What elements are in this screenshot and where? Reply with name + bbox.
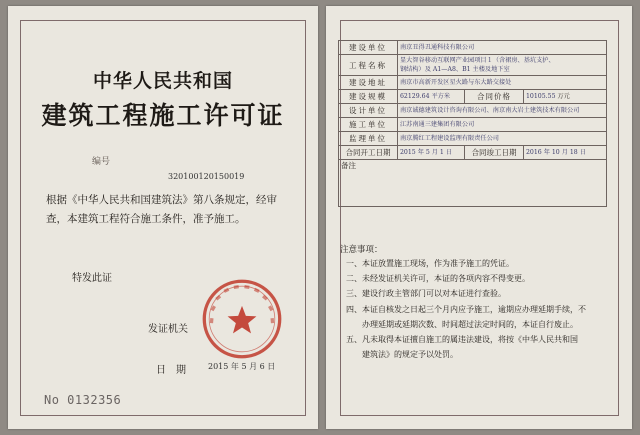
note-item: 四、本证自核发之日起三个月内应予施工，逾期应办理延期手续，不 <box>346 304 586 314</box>
issue-date-value: 2015 年 5 月 6 日 <box>208 362 276 371</box>
note-item: 二、未经发证机关许可，本证的各项内容不得变更。 <box>346 274 530 284</box>
issue-date-label: 日 期 <box>156 365 186 376</box>
start-date-label: 合同开工日期 <box>339 146 398 160</box>
notes-title: 注意事项： <box>340 245 383 255</box>
supervisor-label: 监理单位 <box>339 132 398 146</box>
scale-label: 建设规模 <box>339 90 398 104</box>
contract-price-unit: 万元 <box>557 93 570 100</box>
project-info-table <box>338 40 607 207</box>
remarks-cell <box>339 160 607 207</box>
builder-label: 建设单位 <box>339 41 398 55</box>
site-label: 建设地址 <box>339 76 398 90</box>
remarks-label: 备注 <box>341 161 356 170</box>
serial-number: No 0132356 <box>44 393 122 407</box>
table-row <box>339 41 607 55</box>
site-value: 南京市高新开发区星火路与东大路交接处 <box>398 76 607 90</box>
country-name: 中华人民共和国 <box>92 70 233 92</box>
issuing-authority-label: 发证机关 <box>148 324 188 335</box>
certificate-number: 320100120150019 <box>168 172 245 181</box>
design-value: 南京诚德建筑设计咨询有限公司、南京南大岩土建筑技术有限公司 <box>398 104 607 118</box>
project-name-value <box>398 55 607 76</box>
table-row <box>339 160 607 207</box>
contractor-label: 施工单位 <box>339 118 398 132</box>
end-date-label: 合同竣工日期 <box>465 146 524 160</box>
contract-price-cell <box>524 90 607 104</box>
end-date-value: 2016 年 10 月 18 日 <box>524 146 607 160</box>
contract-price-value: 10105.55 <box>526 93 556 100</box>
note-item: 办理延期或延期次数、时间超过法定时间的，本证自行废止。 <box>346 319 578 329</box>
note-item: 建筑法》的规定予以处罚。 <box>346 350 458 360</box>
contract-price-label: 合同价格 <box>465 90 524 104</box>
table-row <box>339 132 607 146</box>
note-item: 三、建设行政主管部门可以对本证进行查验。 <box>346 289 506 299</box>
supervisor-value: 南京腾红工程建设监理有限责任公司 <box>398 132 607 146</box>
table-row <box>339 90 607 104</box>
project-name-line: 显大智谷移动互联网产业园项目１（含裙房、基坑支护、 <box>400 57 555 64</box>
table-row <box>339 76 607 90</box>
table-row <box>339 146 607 160</box>
notes-list <box>346 256 596 362</box>
official-seal-icon <box>201 278 283 360</box>
project-name-label: 工程名称 <box>339 55 398 76</box>
certificate-title: 建筑工程施工许可证 <box>41 101 285 130</box>
note-item: 五、凡未取得本证擅自施工的属违法建设，将按《中华人民共和国 <box>346 335 578 345</box>
scale-value: 62129.64 平方米 <box>398 90 465 104</box>
table-row <box>339 55 607 76</box>
special-note: 特发此证 <box>72 273 112 284</box>
builder-value: 南京丑得丑通科技有限公司 <box>398 41 607 55</box>
certificate-body-text: 根据《中华人民共和国建筑法》第八条规定，经审查，本建筑工程符合施工条件，准予施工。 <box>46 194 277 225</box>
project-name-line: 钢结构）及 A1—A8、B1 主楼及地下室 <box>400 66 510 73</box>
number-label: 编号 <box>92 157 111 167</box>
table-row <box>339 104 607 118</box>
certificate-right-page <box>326 6 632 429</box>
design-label: 设计单位 <box>339 104 398 118</box>
certificate-left-page <box>8 6 318 429</box>
table-row <box>339 118 607 132</box>
contractor-value: 江苏南通三建集团有限公司 <box>398 118 607 132</box>
start-date-value: 2015 年 5 月 1 日 <box>398 146 465 160</box>
note-item: 一、本证放置施工现场，作为准予施工的凭证。 <box>346 259 514 268</box>
